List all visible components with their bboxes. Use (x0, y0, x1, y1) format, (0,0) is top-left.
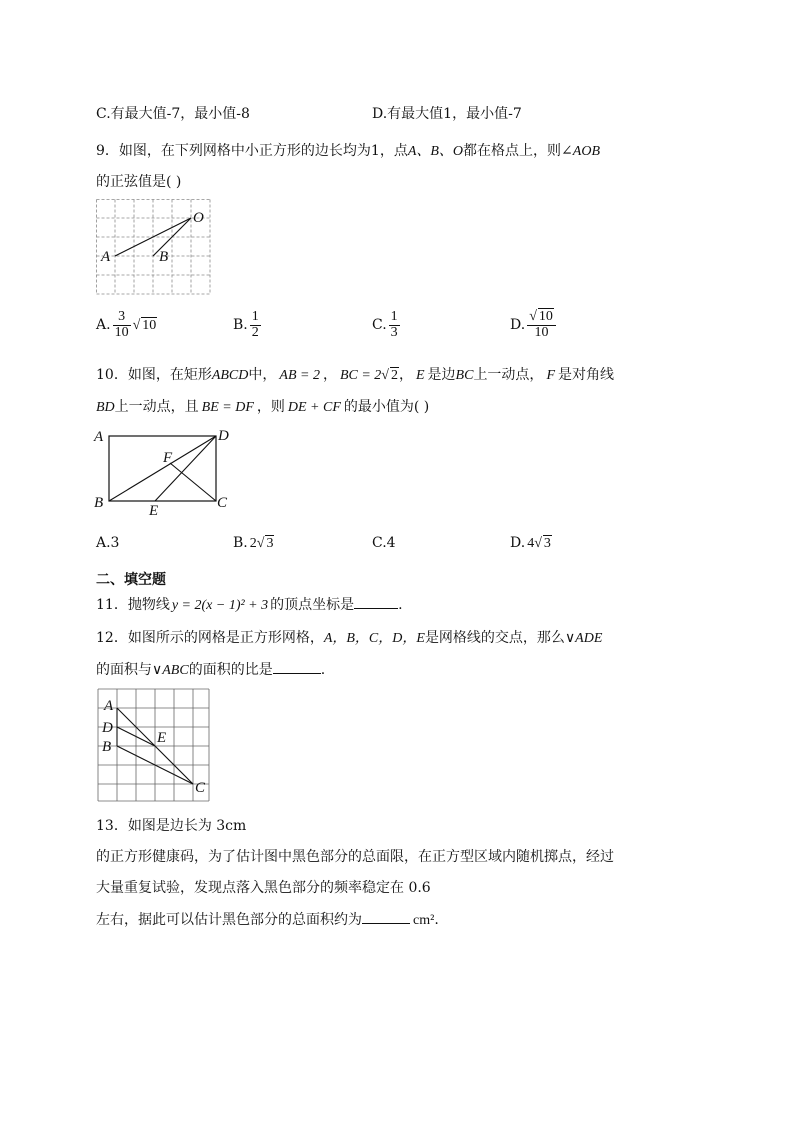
q10-label-e: E (149, 503, 159, 519)
q12-stem-line2: 的面积与∨ABC的面积的比是 . (96, 662, 326, 678)
q12-label-e: E (157, 730, 167, 746)
q10-stem-line2: BD上一动点，且 BE = DF ，则 DE + CF 的最小值为( ) (96, 399, 430, 415)
q9-option-a: A. $\frac{3}{10}$ √ 10 (96, 309, 157, 340)
q10-label-a: A (94, 429, 104, 445)
q10-option-c: C.4 (372, 535, 396, 551)
q12-answer-blank[interactable] (273, 673, 321, 674)
q9-label-a: A (101, 249, 111, 265)
q8-option-c: C.有最大值-7，最小值-8 (96, 106, 250, 122)
q12-grid-figure (96, 688, 216, 804)
q10-rectangle-figure (93, 425, 243, 519)
q11-answer-blank[interactable] (354, 608, 398, 609)
q9-option-c: C. $\frac{1}{3}$ (372, 309, 398, 340)
radical-sign: √ (529, 309, 537, 324)
q9-option-b: B. $\frac{1}{2}$ (233, 309, 259, 340)
q8-option-d: D.有最大值1，最小值-7 (372, 106, 522, 122)
q10-option-b: B. 2√ 3 (233, 535, 274, 551)
q12-label-d: D (102, 720, 113, 736)
q10-diagonal-bd (109, 436, 216, 501)
q10-stem-line1: 10．如图，在矩形ABCD中， AB = 2 ， BC = 2√ 2， E 是边BC上一动点， F 是对角线 (96, 367, 614, 383)
q10-label-c: C (217, 495, 228, 511)
q9-option-d: D. $\frac{√ 10}{10}$ (510, 310, 558, 340)
q13-answer-blank[interactable] (362, 923, 410, 924)
q12-label-a: A (104, 698, 114, 714)
q13-stem-line2: 的正方形健康码，为了估计图中黑色部分的总面限，在正方型区域内随机掷点，经过 (96, 849, 614, 865)
q10-option-d: D. 4√ 3 (510, 535, 551, 551)
q10-segment-de (155, 436, 216, 501)
q10-option-a: A.3 (96, 535, 120, 551)
radical-sign: √ (381, 368, 389, 383)
q13-stem-line3: 大量重复试验，发现点落入黑色部分的频率稳定在 0.6 (96, 880, 431, 896)
q12-label-b: B (102, 739, 112, 755)
q9-stem-line1: 9．如图，在下列网格中小正方形的边长均为1，点A、B、O都在格点上，则∠AOB (96, 143, 600, 159)
q11-stem: 11．抛物线 y = 2(x − 1)² + 3 的顶点坐标是 . (96, 597, 403, 613)
radical-sign: √ (132, 318, 141, 334)
q12-label-c: C (195, 780, 206, 796)
q10-segment-cf (170, 463, 216, 501)
q9-label-o: O (193, 210, 204, 226)
radical-sign: √ (256, 536, 265, 551)
radical-sign: √ (534, 536, 542, 551)
q9-stem-line2: 的正弦值是( ) (96, 174, 182, 190)
q12-stem-line1: 12．如图所示的网格是正方形网格，A，B，C，D，E是网格线的交点，那么∨ADE (96, 630, 603, 646)
q9-label-b: B (159, 249, 169, 265)
q9-points: A、B、O (407, 144, 464, 159)
q10-label-b: B (94, 495, 104, 511)
q13-stem-line1: 13．如图是边长为 3cm (96, 818, 247, 834)
q10-label-f: F (163, 450, 173, 466)
q13-stem-line4: 左右，据此可以估计黑色部分的总面积约为 cm². (96, 912, 439, 928)
q9-grid-figure (96, 199, 212, 295)
q10-label-d: D (218, 428, 229, 444)
q9-angle: ∠AOB (561, 144, 600, 159)
section-title-fill-in: 二、填空题 (96, 572, 166, 588)
